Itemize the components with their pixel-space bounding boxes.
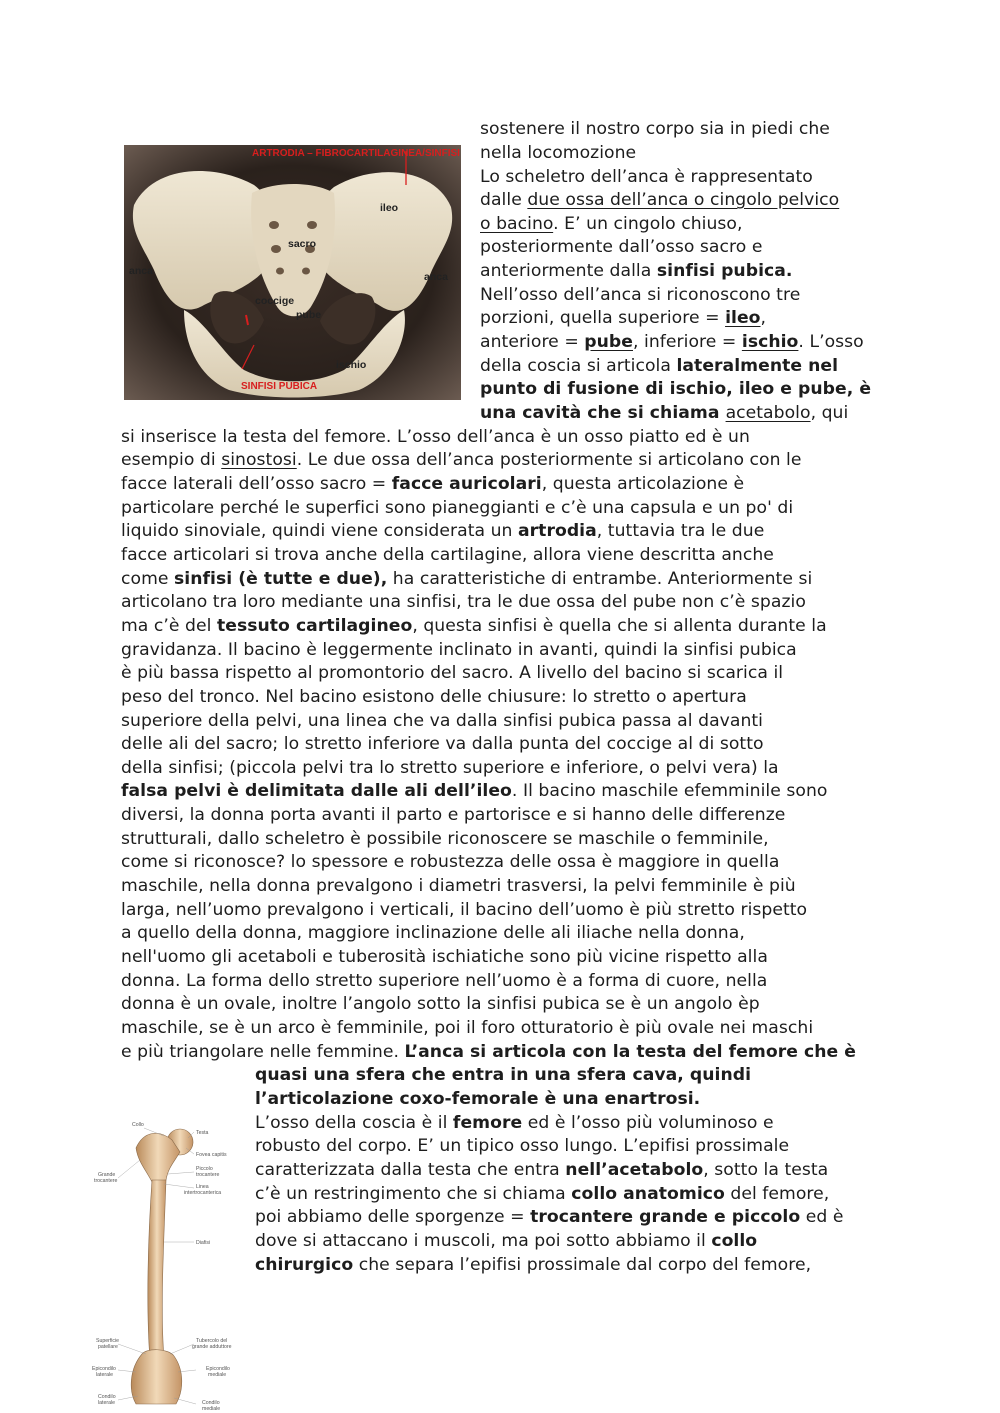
fovea-label: Fovea capitis [196, 1152, 227, 1158]
text-line: peso del tronco. Nel bacino esistono delle chiusure: lo stretto o apertura [121, 687, 747, 707]
text-line: a quello della donna, maggiore inclinazione delle ali iliache nella donna, [121, 923, 745, 943]
text-line: ma c’è del tessuto cartilagineo, questa sinfisi è quella che si allenta durante la [121, 616, 827, 636]
text-line: è più bassa rispetto al promontorio del sacro. A livello del bacino si scarica il [121, 663, 784, 683]
text-line: come si riconosce? lo spessore e robustezza delle ossa è maggiore in quella [121, 852, 780, 872]
grande-trocantere-label-2: trocantere [94, 1178, 118, 1184]
text-line: chirurgico che separa l’epifisi prossimale dal corpo del femore, [255, 1255, 812, 1275]
tubercolo-label-1: Tubercolo del [196, 1338, 228, 1344]
superficie-label-1: Superficie [96, 1338, 120, 1344]
text-line: superiore della pelvi, una linea che va dalla sinfisi pubica passa al davanti [121, 711, 764, 731]
text-line: o bacino. E’ un cingolo chiuso, [480, 214, 743, 234]
piccolo-trocantere-label-2: trocantere [196, 1172, 220, 1178]
piccolo-trocantere-label-1: Piccolo [196, 1166, 213, 1172]
text-line: della coscia si articola lateralmente nel [480, 356, 839, 376]
text-line: nella locomozione [480, 143, 637, 163]
text-line: posteriormente dall’osso sacro e [480, 237, 763, 257]
tubercolo-label-2: grande adduttore [192, 1344, 232, 1350]
text-line: caratterizzata dalla testa che entra nell’acetabolo, sotto la testa [255, 1160, 829, 1180]
condilo-mediale-label-2: mediale [202, 1406, 221, 1412]
condilo-mediale-label-1: Condilo [202, 1400, 220, 1406]
text-line: donna è un ovale, inoltre l’angolo sotto la sinfisi pubica se è un angolo èp [121, 994, 760, 1014]
text-line: e più triangolare nelle femmine. L’anca si articola con la testa del femore che è [121, 1042, 856, 1062]
text-line: articolano tra loro mediante una sinfisi, tra le due ossa del pube non c’è spazio [121, 592, 806, 612]
text-line: liquido sinoviale, quindi viene considerata un artrodia, tuttavia tra le due [121, 521, 765, 541]
testa-label: Testa [196, 1130, 209, 1136]
text-line: L’osso della coscia è il femore ed è l’osso più voluminoso e [255, 1113, 774, 1133]
text-line: falsa pelvi è delimitata dalle ali dell’ileo. Il bacino maschile efemminile sono [121, 781, 828, 801]
epicondilo-mediale-label-1: Epicondilo [206, 1366, 230, 1372]
text-line: nell'uomo gli acetaboli e tuberosità ischiatiche sono più vicine rispetto alla [121, 947, 768, 967]
anca-right-label: anca [424, 271, 448, 283]
ischio-label: ischio [336, 359, 367, 371]
text-line: dalle due ossa dell’anca o cingolo pelvico [480, 190, 840, 210]
grande-trocantere-label-1: Grande [98, 1172, 116, 1178]
epicondilo-laterale-label-1: Epicondilo [92, 1366, 116, 1372]
condilo-laterale-label-1: Condilo [98, 1394, 116, 1400]
text-line: delle ali del sacro; lo stretto inferiore va dalla punta del coccige al di sotto [121, 734, 764, 754]
pelvis-figure [124, 145, 461, 400]
text-line: maschile, se è un arco è femminile, poi il foro otturatorio è più ovale nei maschi [121, 1018, 814, 1038]
text-line: robusto del corpo. E’ un tipico osso lungo. L’epifisi prossimale [255, 1136, 790, 1156]
femur-figure [84, 1108, 254, 1413]
text-line: c’è un restringimento che si chiama collo anatomico del femore, [255, 1184, 830, 1204]
text-line: diversi, la donna porta avanti il parto e partorisce e si hanno delle differenze [121, 805, 786, 825]
sinfisi-label: SINFISI PUBICA [241, 381, 318, 392]
text-line: facce articolari si trova anche della cartilagine, allora viene descritta anche [121, 545, 774, 565]
pelvis-illustration [124, 145, 461, 400]
text-line: gravidanza. Il bacino è leggermente inclinato in avanti, quindi la sinfisi pubica [121, 640, 797, 660]
pube-label: pube [296, 309, 322, 321]
text-line: strutturali, dallo scheletro è possibile riconoscere se maschile o femminile, [121, 829, 769, 849]
text-line: sostenere il nostro corpo sia in piedi che [480, 119, 830, 139]
epicondilo-laterale-label-2: laterale [96, 1372, 114, 1378]
text-line: l’articolazione coxo-femorale è una enartrosi. [255, 1089, 701, 1109]
text-line: anteriormente dalla sinfisi pubica. [480, 261, 793, 281]
text-line: facce laterali dell’osso sacro = facce auricolari, questa articolazione è [121, 474, 745, 494]
sacro-label: sacro [288, 238, 317, 250]
ileo-label: ileo [380, 202, 399, 214]
text-line: della sinfisi; (piccola pelvi tra lo stretto superiore e inferiore, o pelvi vera) la [121, 758, 779, 778]
text-line: poi abbiamo delle sporgenze = trocantere grande e piccolo ed è [255, 1207, 844, 1227]
condilo-laterale-label-2: laterale [98, 1400, 116, 1406]
text-line: particolare perché le superfici sono pianeggianti e c’è una capsula e un po' di [121, 498, 794, 518]
text-line: porzioni, quella superiore = ileo, [480, 308, 767, 328]
epicondilo-mediale-label-2: mediale [208, 1372, 227, 1378]
text-line: larga, nell’uomo prevalgono i verticali, il bacino dell’uomo è più stretto rispetto [121, 900, 808, 920]
coccige-label: coccige [255, 295, 295, 307]
diafisi-label: Diafisi [196, 1240, 211, 1246]
text-line: quasi una sfera che entra in una sfera cava, quindi [255, 1065, 752, 1085]
text-line: Nell’osso dell’anca si riconoscono tre [480, 285, 801, 305]
pelvis-title-label: ARTRODIA – FIBROCARTILAGINEA/SINFISI [252, 148, 460, 159]
linea-label-2: intertrocanterica [184, 1190, 222, 1196]
femur-illustration [84, 1108, 254, 1413]
text-line: dove si attaccano i muscoli, ma poi sotto abbiamo il collo [255, 1231, 758, 1251]
text-line: si inserisce la testa del femore. L’osso dell’anca è un osso piatto ed è un [121, 427, 750, 447]
text-line: punto di fusione di ischio, ileo e pube, è [480, 379, 872, 399]
text-line: una cavità che si chiama acetabolo, qui [480, 403, 849, 423]
text-line: Lo scheletro dell’anca è rappresentato [480, 167, 813, 187]
collo-label: Collo [132, 1122, 144, 1128]
superficie-label-2: patellare [98, 1344, 118, 1350]
text-line: come sinfisi (è tutte e due), ha caratteristiche di entrambe. Anteriormente si [121, 569, 813, 589]
text-line: maschile, nella donna prevalgono i diametri trasversi, la pelvi femminile è più [121, 876, 796, 896]
text-line: anteriore = pube, inferiore = ischio. L’osso [480, 332, 864, 352]
anca-left-label: anca [129, 265, 153, 277]
text-line: donna. La forma dello stretto superiore nell’uomo è a forma di cuore, nella [121, 971, 768, 991]
linea-label-1: Linea [196, 1184, 209, 1190]
text-line: esempio di sinostosi. Le due ossa dell’anca posteriormente si articolano con le [121, 450, 802, 470]
